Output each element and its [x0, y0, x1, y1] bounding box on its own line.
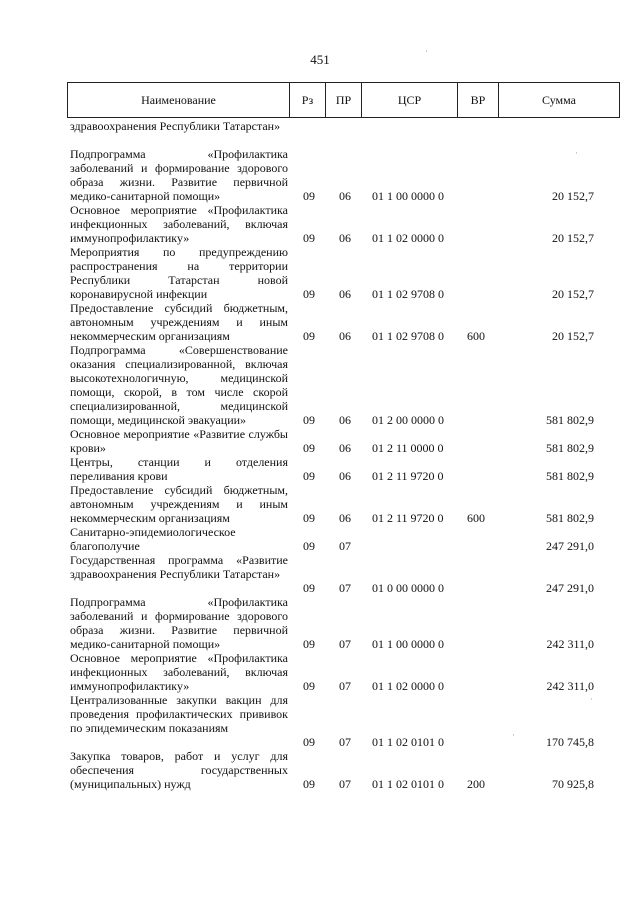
table-row	[0, 343, 640, 427]
row-sum: 247 291,0	[546, 581, 594, 595]
page-number: 451	[310, 52, 330, 67]
row-csr: 01 1 02 0101 0	[372, 735, 444, 749]
row-csr: 01 2 11 9720 0	[372, 469, 444, 483]
row-csr: 01 2 11 0000 0	[372, 441, 444, 455]
row-rz: 09	[303, 231, 315, 245]
row-name: Мероприятия по предупреждению распространения на территории Республики Татарстан новой коронавирусной инфекции	[70, 245, 288, 301]
column-header-rz: Рз	[290, 83, 326, 117]
row-name: здравоохранения Республики Татарстан»	[70, 119, 281, 133]
row-rz: 09	[303, 329, 315, 343]
table-row	[0, 749, 640, 791]
row-name: Основное мероприятие «Профилактика инфекционных заболеваний, включая иммунопрофилактику»	[70, 203, 288, 245]
column-header-sum: Сумма	[542, 93, 576, 107]
table-row	[0, 427, 640, 455]
row-rz: 09	[303, 539, 315, 553]
row-name: Санитарно-эпидемиологическое благополучие	[70, 525, 236, 553]
row-sum: 581 802,9	[546, 511, 594, 525]
row-sum: 247 291,0	[546, 539, 594, 553]
row-pr: 07	[339, 637, 351, 651]
row-sum: 20 152,7	[552, 231, 594, 245]
table-row	[0, 455, 640, 483]
row-name: Предоставление субсидий бюджетным, автономным учреждениям и иным некоммерческим организациям	[70, 483, 288, 525]
row-name: Центры, станции и отделения переливания крови	[70, 455, 288, 483]
table-row	[0, 483, 640, 525]
row-csr: 01 1 02 0000 0	[372, 679, 444, 693]
row-rz: 09	[303, 777, 315, 791]
row-pr: 06	[339, 511, 351, 525]
row-rz: 09	[303, 735, 315, 749]
table-body	[0, 119, 640, 791]
table-row	[0, 203, 640, 245]
row-sum: 581 802,9	[546, 413, 594, 427]
table-row	[0, 301, 640, 343]
row-csr: 01 1 00 0000 0	[372, 189, 444, 203]
row-rz: 09	[303, 637, 315, 651]
row-name: Подпрограмма «Профилактика заболеваний и формирование здорового образа жизни. Развитие первичной медико-санитарной помощи»	[70, 595, 288, 651]
row-rz: 09	[303, 679, 315, 693]
row-sum: 242 311,0	[546, 679, 594, 693]
row-csr: 01 1 02 0000 0	[372, 231, 444, 245]
row-sum: 581 802,9	[546, 469, 594, 483]
row-vr: 600	[467, 511, 485, 525]
row-pr: 06	[339, 287, 351, 301]
table-row	[0, 595, 640, 651]
row-pr: 06	[339, 441, 351, 455]
column-header-vr: ВР	[458, 83, 499, 117]
row-pr: 06	[339, 231, 351, 245]
row-pr: 07	[339, 539, 351, 553]
row-csr: 01 2 11 9720 0	[372, 511, 444, 525]
row-rz: 09	[303, 413, 315, 427]
row-vr: 600	[467, 329, 485, 343]
scan-speck: ·	[575, 148, 578, 158]
row-pr: 07	[339, 581, 351, 595]
row-sum: 170 745,8	[546, 735, 594, 749]
row-sum: 20 152,7	[552, 329, 594, 343]
scan-speck: ·	[512, 730, 515, 740]
row-name: Государственная программа «Развитие здравоохранения Республики Татарстан»	[70, 553, 288, 581]
table-row	[0, 553, 640, 595]
row-sum: 242 311,0	[546, 637, 594, 651]
row-pr: 07	[339, 777, 351, 791]
row-csr: 01 1 02 9708 0	[372, 329, 444, 343]
row-pr: 06	[339, 189, 351, 203]
row-pr: 07	[339, 735, 351, 749]
row-pr: 07	[339, 679, 351, 693]
row-rz: 09	[303, 581, 315, 595]
row-rz: 09	[303, 287, 315, 301]
row-rz: 09	[303, 511, 315, 525]
column-header-name: Наименование	[68, 83, 290, 117]
row-name: Подпрограмма «Профилактика заболеваний и формирование здорового образа жизни. Развитие первичной медико-санитарной помощи»	[70, 147, 288, 203]
scan-speck: ·	[590, 694, 593, 704]
table-row	[0, 147, 640, 203]
row-name: Основное мероприятие «Профилактика инфекционных заболеваний, включая иммунопрофилактику»	[70, 651, 288, 693]
table-header	[67, 82, 620, 118]
row-pr: 06	[339, 329, 351, 343]
row-rz: 09	[303, 469, 315, 483]
row-sum: 581 802,9	[546, 441, 594, 455]
row-name: Основное мероприятие «Развитие службы крови»	[70, 427, 288, 455]
row-name: Централизованные закупки вакцин для проведения профилактических прививок по эпидемическим показаниям	[70, 693, 288, 735]
row-csr: 01 1 00 0000 0	[372, 637, 444, 651]
row-csr: 01 0 00 0000 0	[372, 581, 444, 595]
row-rz: 09	[303, 189, 315, 203]
column-header-csr: ЦСР	[362, 83, 458, 117]
row-csr: 01 1 02 9708 0	[372, 287, 444, 301]
table-row	[0, 245, 640, 301]
row-pr: 06	[339, 469, 351, 483]
row-sum: 70 925,8	[552, 777, 594, 791]
column-header-pr: ПР	[326, 83, 362, 117]
table-row	[0, 651, 640, 693]
row-name: Подпрограмма «Совершенствование оказания специализированной, включая высокотехнологичную, медицинской помощи, скорой, в том числе скорой специализированной, медицинской помощи, медицинской эвакуации»	[70, 343, 288, 427]
table-row	[0, 525, 640, 553]
row-pr: 06	[339, 413, 351, 427]
row-name: Предоставление субсидий бюджетным, автономным учреждениям и иным некоммерческим организациям	[70, 301, 288, 343]
row-sum: 20 152,7	[552, 287, 594, 301]
row-sum: 20 152,7	[552, 189, 594, 203]
row-rz: 09	[303, 441, 315, 455]
row-vr: 200	[467, 777, 485, 791]
table-row	[0, 119, 640, 147]
row-name: Закупка товаров, работ и услуг для обеспечения государственных (муниципальных) нужд	[70, 749, 288, 791]
row-csr: 01 2 00 0000 0	[372, 413, 444, 427]
row-csr: 01 1 02 0101 0	[372, 777, 444, 791]
scan-speck: ·	[425, 46, 428, 56]
table-row	[0, 693, 640, 749]
